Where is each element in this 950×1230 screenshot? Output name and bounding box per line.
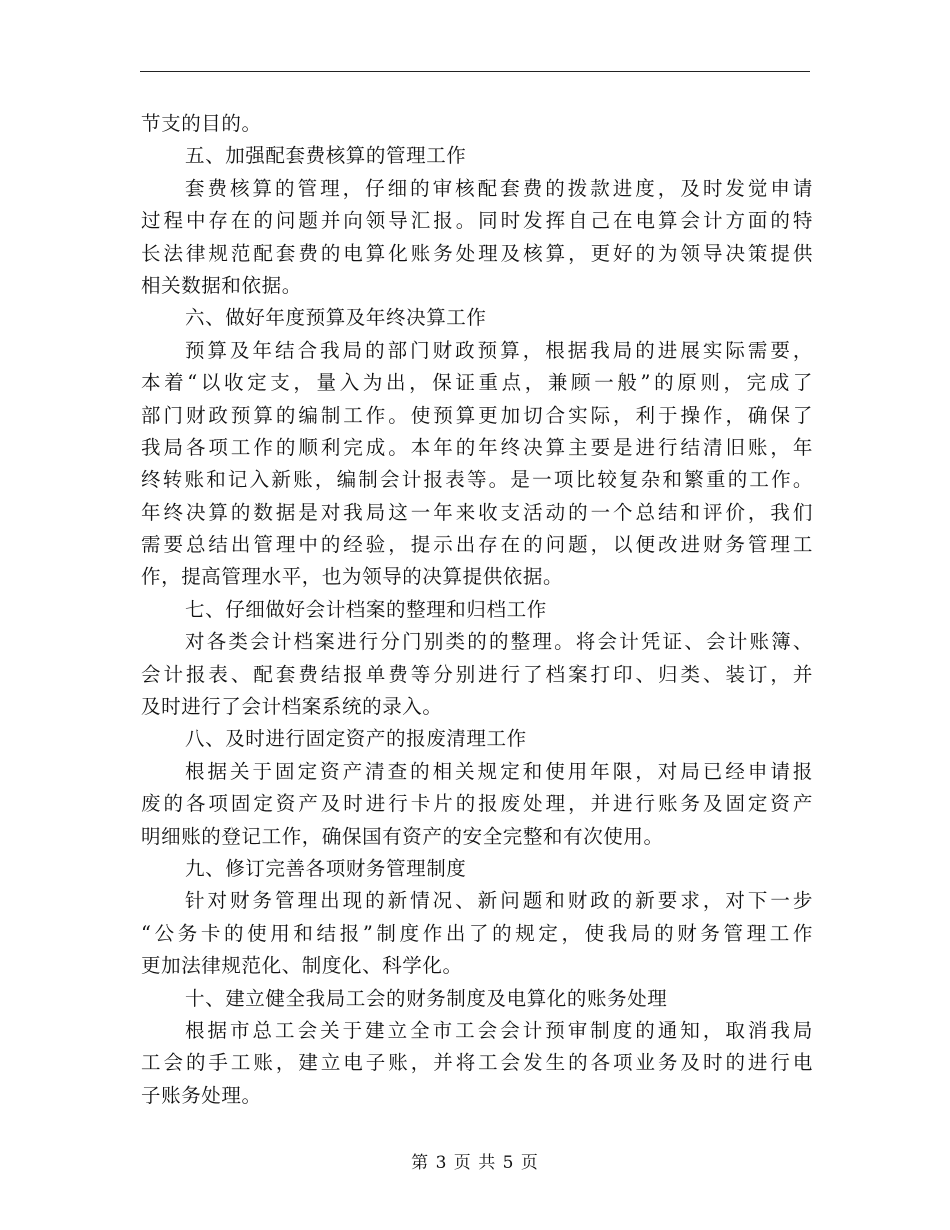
paragraph-line-indented: 十、建立健全我局工会的财务制度及电算化的账务处理	[185, 986, 668, 1010]
paragraph-line: 年终决算的数据是对我局这一年来收支活动的一个总结和评价，我们	[141, 500, 813, 524]
paragraph-line-indented: 八、及时进行固定资产的报废清理工作	[185, 727, 527, 751]
paragraph-line: 更加法律规范化、制度化、科学化。	[141, 954, 463, 978]
footer-current-page: 3	[435, 1153, 448, 1173]
paragraph-line: 本着“以收定支，量入为出，保证重点，兼顾一般”的原则，完成了	[141, 371, 813, 395]
paragraph-line-indented: 针对财务管理出现的新情况、新问题和财政的新要求，对下一步	[185, 889, 813, 913]
paragraph-line: 我局各项工作的顺利完成。本年的年终决算主要是进行结清旧账，年	[141, 435, 813, 459]
paragraph-line: 节支的目的。	[141, 112, 262, 135]
paragraph-line: 工会的手工账，建立电子账，并将工会发生的各项业务及时的进行电	[141, 1051, 813, 1075]
paragraph-line: 相关数据和依据。	[141, 273, 302, 297]
paragraph-line: 子账务处理。	[141, 1083, 262, 1107]
paragraph-line: 过程中存在的问题并向领导汇报。同时发挥自己在电算会计方面的特	[141, 209, 813, 233]
paragraph-line: 及时进行了会计档案系统的录入。	[141, 695, 443, 719]
paragraph-line: 作，提高管理水平，也为领导的决算提供依据。	[141, 565, 564, 589]
paragraph-line-indented: 对各类会计档案进行分门别类的的整理。将会计凭证、会计账簿、	[185, 630, 813, 654]
paragraph-line: 废的各项固定资产及时进行卡片的报废处理，并进行账务及固定资产	[141, 792, 813, 816]
paragraph-line-indented: 根据关于固定资产清查的相关规定和使用年限，对局已经申请报	[185, 759, 813, 783]
footer-prefix: 第	[411, 1153, 430, 1173]
paragraph-line-indented: 根据市总工会关于建立全市工会会计预审制度的通知，取消我局	[185, 1018, 813, 1042]
header-rule	[140, 71, 810, 72]
paragraph-line-indented: 五、加强配套费核算的管理工作	[185, 144, 467, 168]
paragraph-line: 会计报表、配套费结报单费等分别进行了档案打印、归类、装订，并	[141, 662, 813, 686]
paragraph-line-indented: 套费核算的管理，仔细的审核配套费的拨款进度，及时发觉申请	[185, 176, 813, 200]
footer-suffix: 页	[520, 1153, 539, 1173]
paragraph-line-indented: 七、仔细做好会计档案的整理和归档工作	[185, 597, 547, 621]
paragraph-line-indented: 六、做好年度预算及年终决算工作	[185, 306, 487, 330]
paragraph-line: 终转账和记入新账，编制会计报表等。是一项比较复杂和繁重的工作。	[141, 468, 813, 492]
paragraph-line: 明细账的登记工作，确保国有资产的安全完整和有次使用。	[141, 824, 664, 848]
page-footer	[0, 1148, 950, 1173]
paragraph-line-indented: 九、修订完善各项财务管理制度	[185, 856, 467, 880]
paragraph-line: 部门财政预算的编制工作。使预算更加切合实际，利于操作，确保了	[141, 403, 813, 427]
footer-middle: 页 共	[453, 1153, 497, 1173]
paragraph-line: 需要总结出管理中的经验，提示出存在的问题，以便改进财务管理工	[141, 533, 813, 557]
document-body	[141, 108, 813, 1112]
paragraph-line: “公务卡的使用和结报”制度作出了的规定，使我局的财务管理工作	[141, 921, 813, 945]
paragraph-line: 长法律规范配套费的电算化账务处理及核算，更好的为领导决策提供	[141, 241, 813, 265]
footer-total-pages: 5	[502, 1153, 515, 1173]
paragraph-line-indented: 预算及年结合我局的部门财政预算，根据我局的进展实际需要，	[185, 338, 813, 362]
